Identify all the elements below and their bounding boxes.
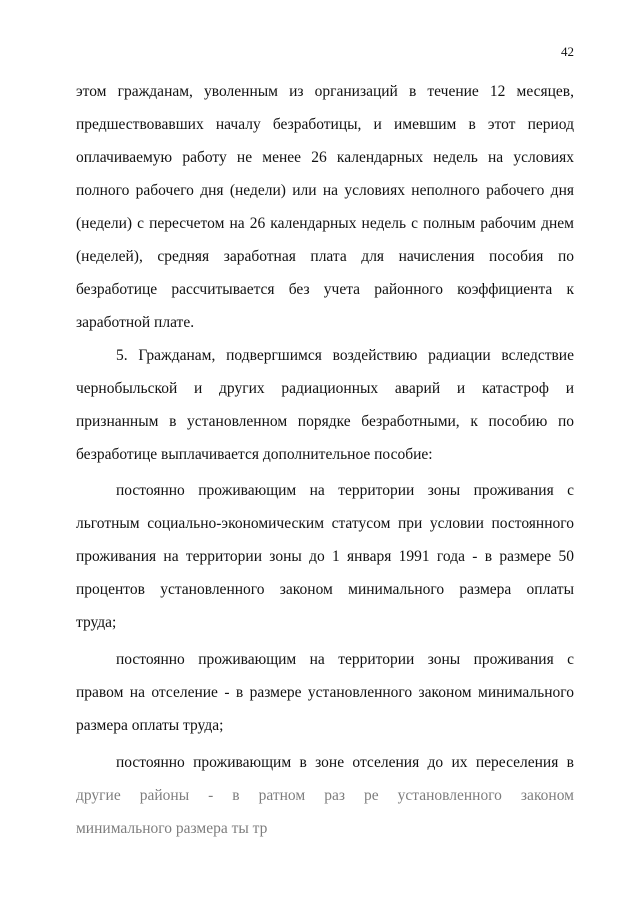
text-line: этом гражданам, уволенным из организаций в течение 12 месяцев,	[76, 83, 574, 100]
text-line: другие районы - в ратном раз ре установленного законом	[76, 787, 574, 804]
text-line: безработице выплачивается дополнительное пособие:	[76, 446, 433, 463]
text-line: признанным в установленном порядке безработными, к пособию по	[76, 413, 574, 430]
paragraph-start-line: 5. Гражданам, подвергшимся воздействию радиации вследствие	[116, 347, 574, 364]
text-line: полного рабочего дня (недели) или на условиях неполного рабочего дня	[76, 182, 574, 199]
paragraph-start-line: постоянно проживающим на территории зоны проживания с	[116, 482, 574, 499]
text-line: предшествовавших началу безработицы, и имевшим в этот период	[76, 116, 574, 133]
text-line: правом на отселение - в размере установленного законом минимального	[76, 684, 574, 701]
text-line: проживания на территории зоны до 1 января 1991 года - в размере 50	[76, 548, 574, 565]
text-line: оплачиваемую работу не менее 26 календарных недель на условиях	[76, 149, 574, 166]
text-line: чернобыльской и других радиационных аварий и катастроф и	[76, 380, 574, 397]
text-line: размера оплаты труда;	[76, 717, 224, 734]
text-line: заработной плате.	[76, 314, 195, 331]
paragraph-start-line: постоянно проживающим на территории зоны проживания с	[116, 651, 574, 668]
text-line: (недели) с пересчетом на 26 календарных недель с полным рабочим днем	[76, 215, 574, 232]
text-line: льготным социально-экономическим статусом при условии постоянного	[76, 515, 574, 532]
page-number: 42	[561, 44, 574, 59]
text-line: безработице рассчитывается без учета районного коэффициента к	[76, 281, 574, 298]
text-line: труда;	[76, 614, 117, 631]
text-line: процентов установленного законом минимального размера оплаты	[76, 581, 574, 598]
paragraph-start-line: постоянно проживающим в зоне отселения до их переселения в	[116, 754, 574, 771]
text-line: (неделей), средняя заработная плата для начисления пособия по	[76, 248, 574, 265]
text-line: минимального размера ты тр	[76, 820, 268, 837]
